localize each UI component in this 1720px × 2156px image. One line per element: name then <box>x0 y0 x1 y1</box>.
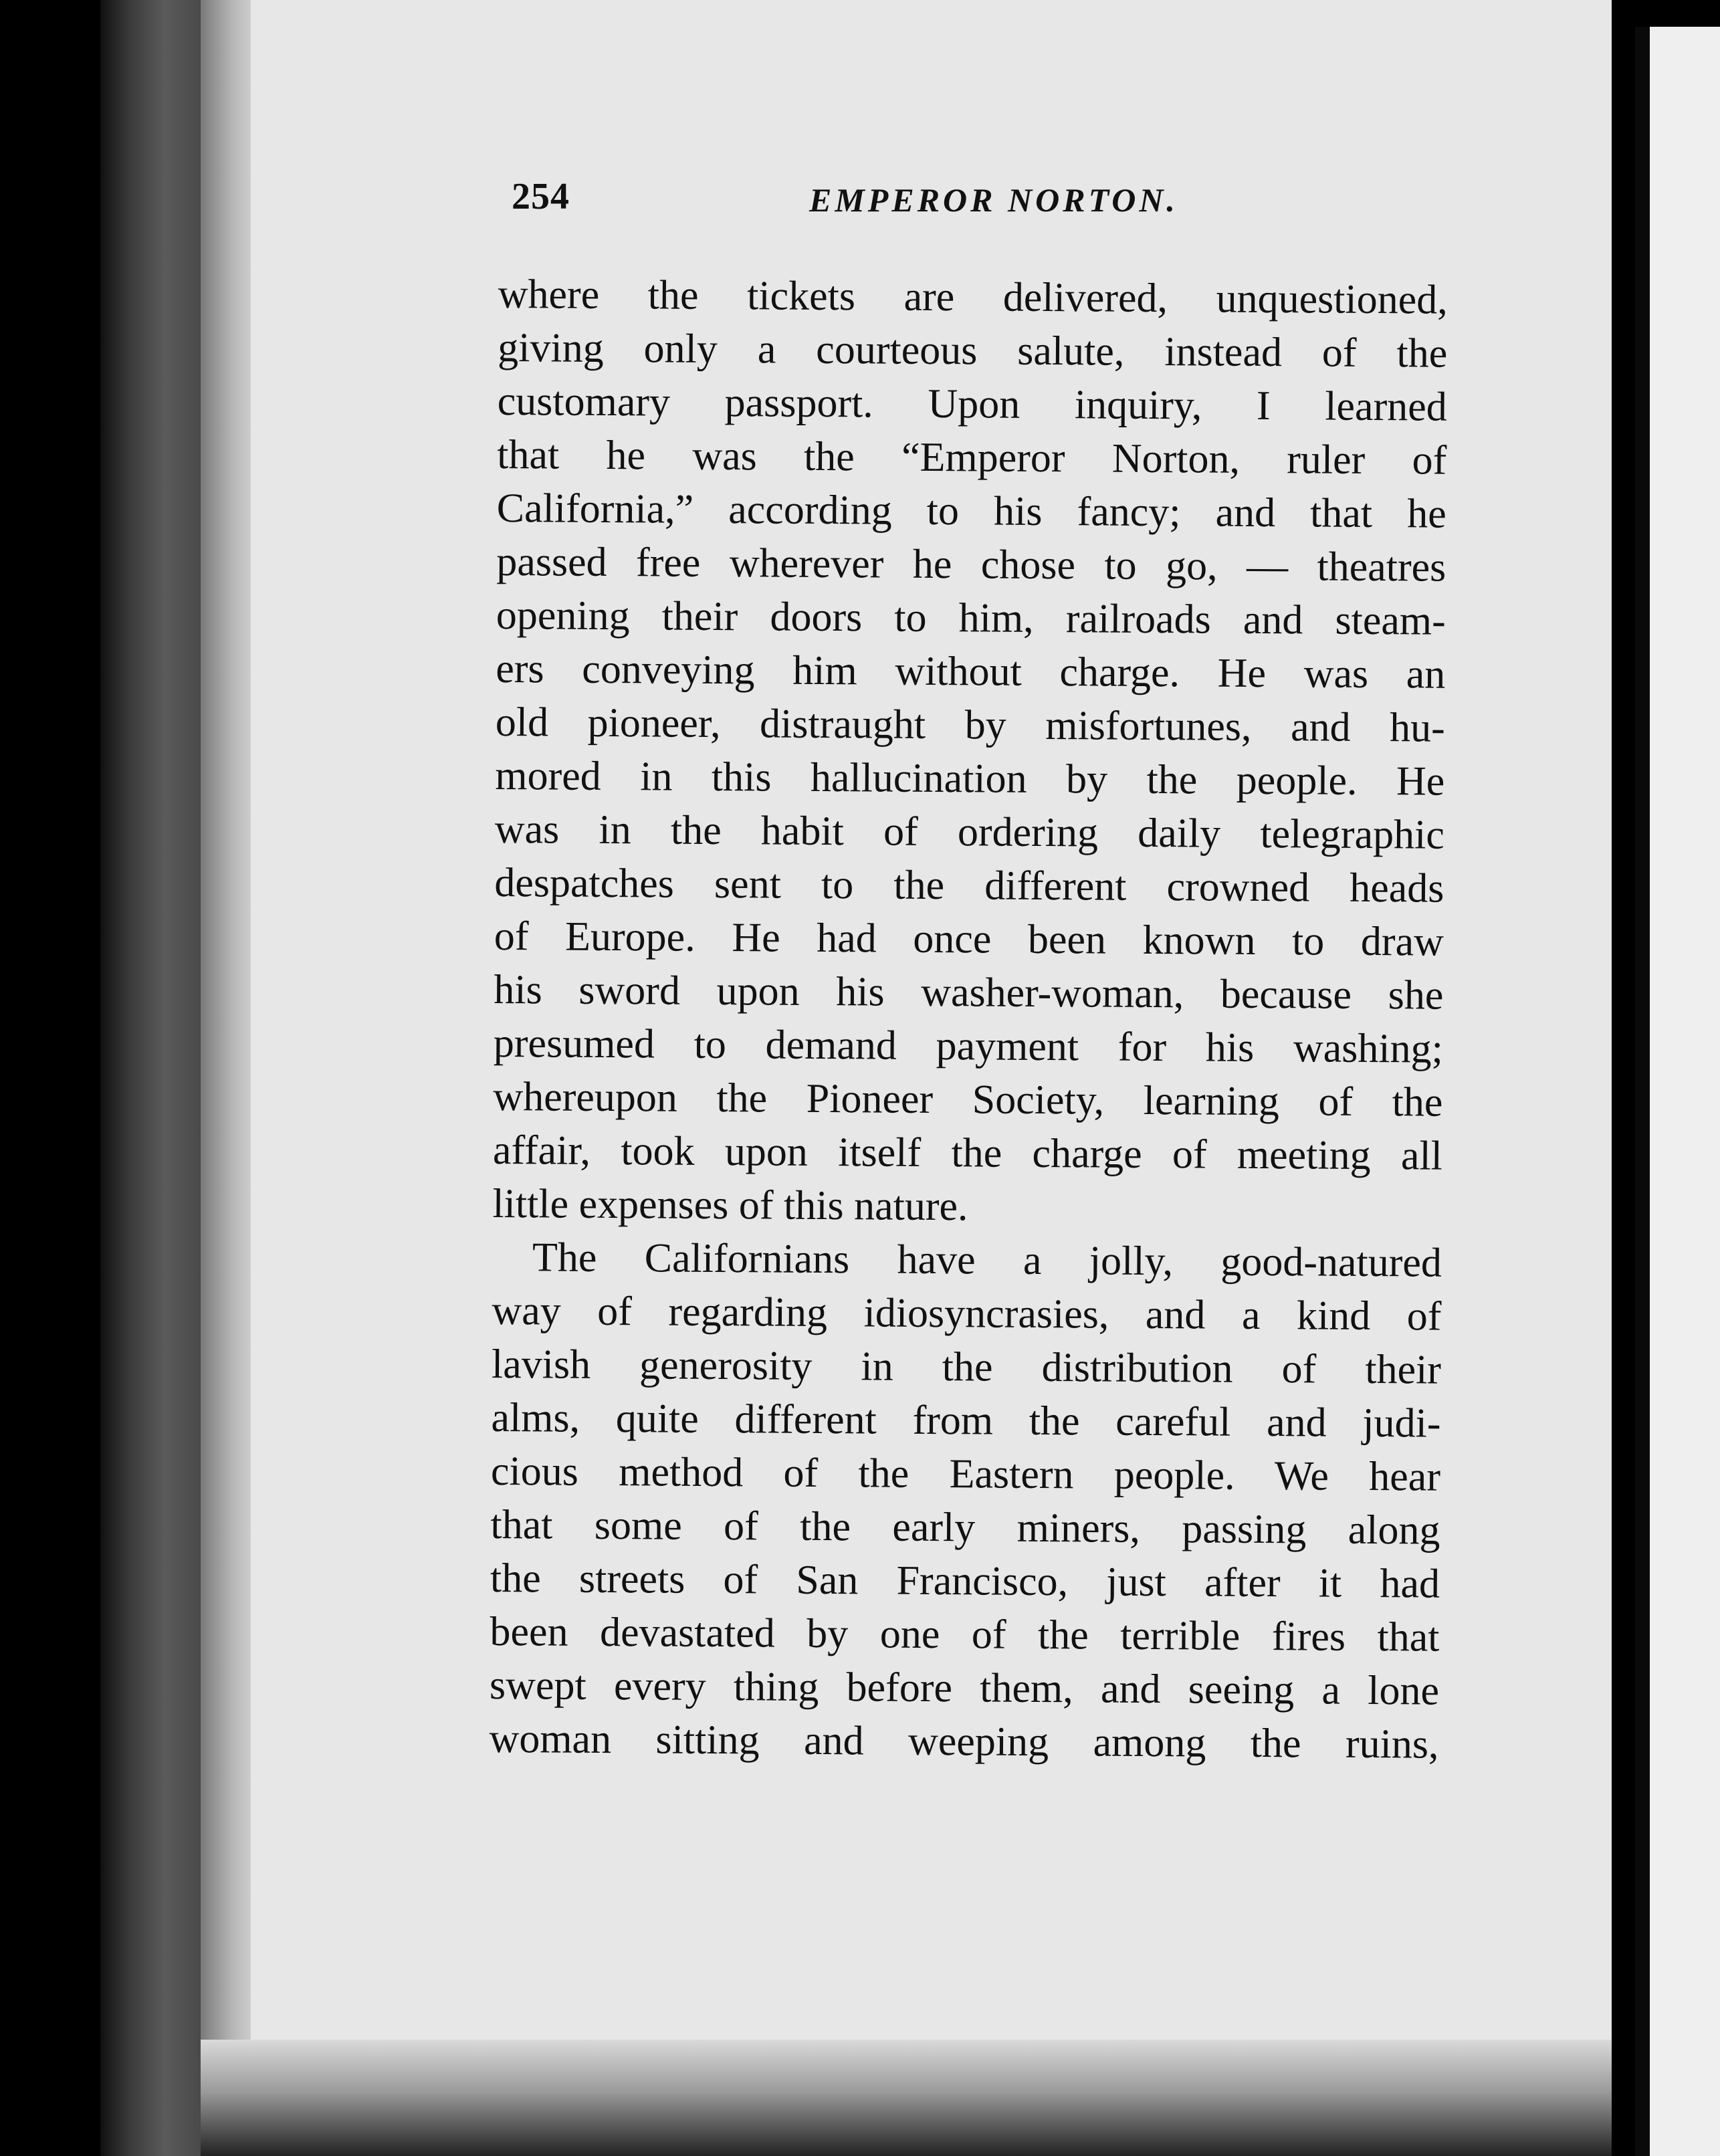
text-line: little expenses of this nature. <box>492 1180 968 1230</box>
text-line: lavish generosity in the distribution of their <box>491 1341 1442 1393</box>
text-line: passed free wherever he chose to go, — theatres <box>496 538 1446 590</box>
text-line: the streets of San Francisco, just after it had <box>490 1555 1440 1607</box>
text-line: whereupon the Pioneer Society, learning of the <box>493 1073 1443 1125</box>
body-text <box>489 267 1448 1771</box>
text-line: swept every thing before them, and seeing a lone <box>489 1662 1440 1714</box>
running-title: EMPEROR NORTON. <box>809 181 1178 219</box>
text-line: been devastated by one of the terrible fires that <box>490 1608 1440 1660</box>
page-bottom-edge <box>201 2040 1618 2156</box>
text-line: The Californians have a jolly, good-natured <box>532 1234 1442 1286</box>
facing-page-strip <box>1635 27 1720 2156</box>
running-head <box>512 175 1495 235</box>
paragraph-1 <box>492 267 1448 1236</box>
text-line: of Europe. He had once been known to draw <box>494 913 1444 965</box>
text-line: giving only a courteous salute, instead of the <box>498 324 1448 376</box>
text-line: customary passport. Upon inquiry, I learned <box>497 378 1447 430</box>
text-line: woman sitting and weeping among the ruins, <box>489 1715 1439 1767</box>
page-number: 254 <box>512 176 570 217</box>
paragraph-2 <box>489 1230 1442 1771</box>
text-line: ers conveying him without charge. He was an <box>496 645 1446 697</box>
text-line: alms, quite different from the careful and judi- <box>491 1394 1441 1446</box>
text-line: cious method of the Eastern people. We hear <box>490 1448 1441 1500</box>
text-line: his sword upon his washer-woman, because she <box>494 966 1444 1018</box>
text-line: mored in this hallucination by the people. He <box>495 752 1445 804</box>
text-line: where the tickets are delivered, unquestioned, <box>498 271 1448 323</box>
text-line: that some of the early miners, passing along <box>490 1501 1440 1553</box>
text-line: despatches sent to the different crowned heads <box>494 859 1444 911</box>
text-line: affair, took upon itself the charge of meeting all <box>492 1127 1443 1179</box>
text-line: way of regarding idiosyncrasies, and a kind of <box>492 1287 1442 1339</box>
text-line: was in the habit of ordering daily telegraphic <box>494 806 1445 858</box>
text-line: opening their doors to him, railroads and steam- <box>496 592 1446 644</box>
text-line: that he was the “Emperor Norton, ruler of <box>497 431 1447 483</box>
text-line: old pioneer, distraught by misfortunes, and hu- <box>495 699 1446 751</box>
text-line: California,” according to his fancy; and that he <box>496 485 1446 537</box>
text-line: presumed to demand payment for his washing; <box>493 1020 1444 1072</box>
